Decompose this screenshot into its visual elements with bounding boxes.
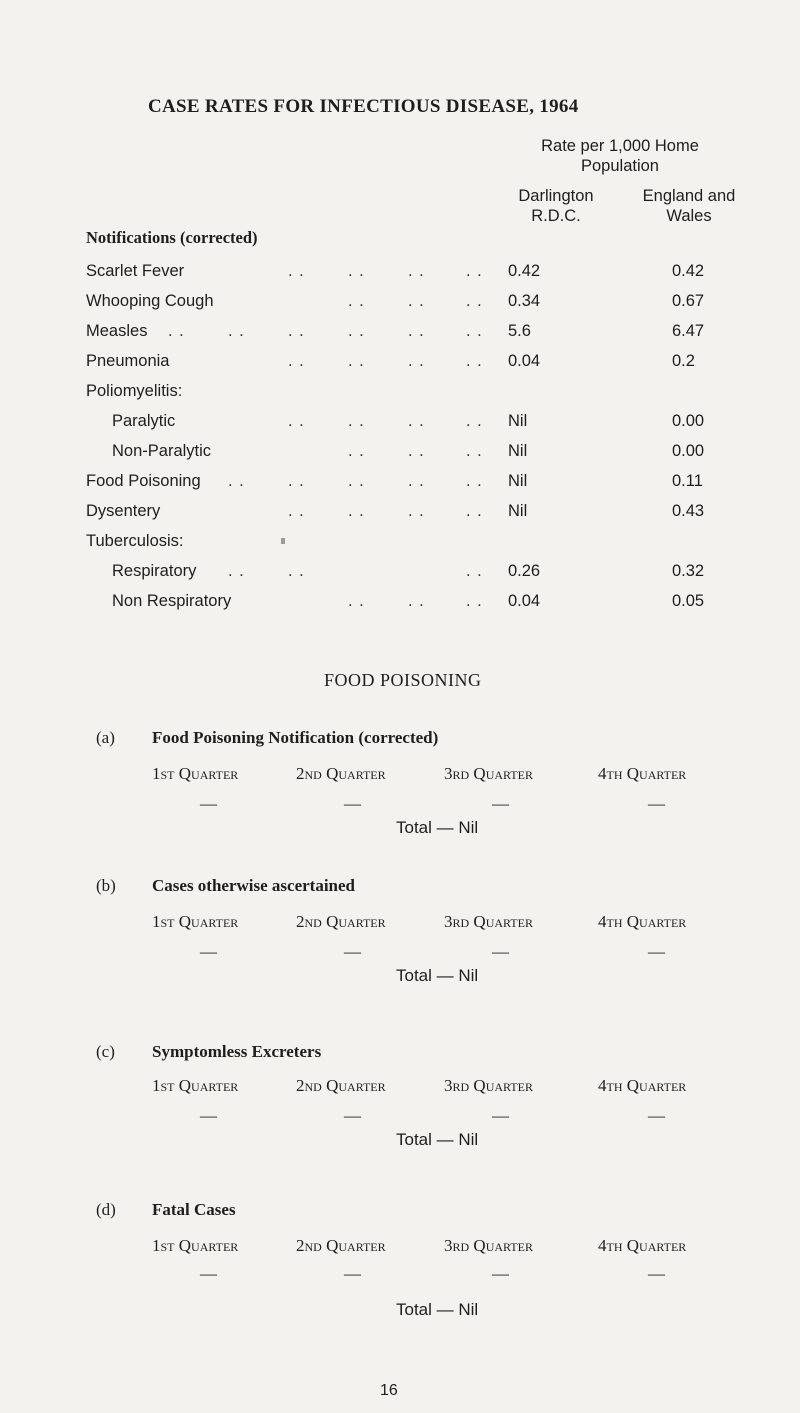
dot-leader: . .	[348, 592, 365, 610]
dot-leader: . .	[168, 322, 185, 340]
quarter-3-label: 3rd Quarter	[444, 1236, 533, 1255]
row-label: Food Poisoning	[86, 472, 201, 490]
england-value: 0.00	[672, 412, 705, 430]
food-poisoning-title: FOOD POISONING	[324, 670, 482, 690]
england-value: 0.00	[672, 442, 705, 460]
dot-leader: . .	[348, 292, 365, 310]
quarter-1-label: 1st Quarter	[152, 912, 239, 931]
quarter-4-value: —	[648, 794, 665, 813]
dot-leader: . .	[408, 352, 425, 370]
dot-leader: . .	[466, 352, 483, 370]
quarter-1-label: 1st Quarter	[152, 1076, 239, 1095]
england-col-header	[624, 186, 754, 226]
darlington-value: 0.42	[508, 262, 541, 280]
dot-leader: . .	[466, 262, 483, 280]
dot-leader: . .	[408, 472, 425, 490]
quarter-4-label: 4th Quarter	[598, 912, 687, 931]
dot-leader: . .	[288, 562, 305, 580]
quarter-4-value: —	[648, 1106, 665, 1125]
darlington-col-header	[493, 186, 619, 226]
darlington-value: 5.6	[508, 322, 531, 340]
dot-leader: . .	[348, 352, 365, 370]
dot-leader: . .	[288, 262, 305, 280]
dot-leader: . .	[466, 502, 483, 520]
dot-leader: . .	[408, 502, 425, 520]
dot-leader: . .	[466, 292, 483, 310]
dot-leader: . .	[466, 472, 483, 490]
dot-leader: . .	[408, 262, 425, 280]
dot-leader: . .	[408, 412, 425, 430]
row-group-label: Tuberculosis:	[86, 532, 184, 550]
dot-leader: . .	[408, 592, 425, 610]
dot-leader: . .	[348, 502, 365, 520]
quarter-1-value: —	[200, 942, 217, 961]
england-value: 0.42	[672, 262, 705, 280]
dot-leader: . .	[348, 442, 365, 460]
dot-leader: . .	[466, 442, 483, 460]
quarter-1-label: 1st Quarter	[152, 764, 239, 783]
quarter-2-label: 2nd Quarter	[296, 1236, 386, 1255]
dot-leader: . .	[408, 292, 425, 310]
notifications-header: Notifications (corrected)	[86, 228, 258, 247]
dot-leader: . .	[288, 322, 305, 340]
subsection-total: Total — Nil	[396, 966, 479, 985]
subsection-letter: (a)	[96, 728, 115, 747]
dot-leader: . .	[288, 502, 305, 520]
quarter-2-value: —	[344, 1264, 361, 1283]
subsection-heading: Cases otherwise ascertained	[152, 876, 356, 895]
darlington-value: 0.04	[508, 592, 541, 610]
dot-leader: . .	[288, 412, 305, 430]
darlington-col-header-line2: R.D.C.	[531, 207, 581, 225]
darlington-value: 0.26	[508, 562, 541, 580]
england-col-header-line1: England and	[642, 187, 736, 205]
england-value: 0.67	[672, 292, 705, 310]
darlington-col-header-line1: Darlington	[518, 187, 594, 205]
darlington-value: Nil	[508, 412, 528, 430]
rate-header-line2: Population	[581, 157, 659, 175]
print-speck	[281, 538, 285, 544]
dot-leader: . .	[466, 562, 483, 580]
darlington-value: Nil	[508, 502, 528, 520]
england-value: 0.2	[672, 352, 695, 370]
quarter-3-value: —	[492, 942, 509, 961]
row-label: Pneumonia	[86, 352, 170, 370]
dot-leader: . .	[228, 472, 245, 490]
dot-leader: . .	[288, 352, 305, 370]
quarter-2-value: —	[344, 794, 361, 813]
england-value: 6.47	[672, 322, 705, 340]
dot-leader: . .	[408, 322, 425, 340]
row-label: Measles	[86, 322, 148, 340]
dot-leader: . .	[466, 322, 483, 340]
quarter-3-value: —	[492, 1106, 509, 1125]
quarter-2-value: —	[344, 1106, 361, 1125]
subsection-heading: Food Poisoning Notification (corrected)	[152, 728, 439, 747]
quarter-4-value: —	[648, 942, 665, 961]
dot-leader: . .	[228, 322, 245, 340]
dot-leader: . .	[348, 322, 365, 340]
row-label: Non-Paralytic	[112, 442, 212, 460]
dot-leader: . .	[408, 442, 425, 460]
dot-leader: . .	[348, 262, 365, 280]
rate-header-line1: Rate per 1,000 Home	[541, 137, 699, 155]
row-label: Whooping Cough	[86, 292, 214, 310]
dot-leader: . .	[348, 472, 365, 490]
page-title: CASE RATES FOR INFECTIOUS DISEASE, 1964	[148, 96, 579, 117]
row-label: Non Respiratory	[112, 592, 232, 610]
dot-leader: . .	[348, 412, 365, 430]
quarter-2-label: 2nd Quarter	[296, 912, 386, 931]
subsection-letter: (d)	[96, 1200, 116, 1219]
dot-leader: . .	[228, 562, 245, 580]
quarter-1-value: —	[200, 1106, 217, 1125]
rate-header	[500, 136, 740, 176]
quarter-2-value: —	[344, 942, 361, 961]
dot-leader: . .	[466, 412, 483, 430]
england-value: 0.11	[672, 472, 703, 490]
row-group-label: Poliomyelitis:	[86, 382, 183, 400]
subsection-total: Total — Nil	[396, 1300, 479, 1319]
quarter-4-label: 4th Quarter	[598, 1076, 687, 1095]
darlington-value: 0.34	[508, 292, 541, 310]
quarter-3-label: 3rd Quarter	[444, 764, 533, 783]
row-label: Respiratory	[112, 562, 197, 580]
row-label: Scarlet Fever	[86, 262, 185, 280]
darlington-value: Nil	[508, 442, 528, 460]
dot-leader: . .	[466, 592, 483, 610]
quarter-3-value: —	[492, 1264, 509, 1283]
quarter-2-label: 2nd Quarter	[296, 1076, 386, 1095]
subsection-heading: Symptomless Excreters	[152, 1042, 322, 1061]
subsection-letter: (b)	[96, 876, 116, 895]
quarter-1-value: —	[200, 1264, 217, 1283]
row-label: Paralytic	[112, 412, 176, 430]
darlington-value: 0.04	[508, 352, 541, 370]
quarter-3-label: 3rd Quarter	[444, 1076, 533, 1095]
quarter-1-value: —	[200, 794, 217, 813]
quarter-1-label: 1st Quarter	[152, 1236, 239, 1255]
quarter-2-label: 2nd Quarter	[296, 764, 386, 783]
england-value: 0.32	[672, 562, 705, 580]
england-col-header-line2: Wales	[666, 207, 712, 225]
subsection-total: Total — Nil	[396, 1130, 479, 1149]
dot-leader: . .	[288, 472, 305, 490]
row-label: Dysentery	[86, 502, 161, 520]
quarter-4-label: 4th Quarter	[598, 764, 687, 783]
page-number: 16	[380, 1382, 398, 1399]
quarter-3-value: —	[492, 794, 509, 813]
subsection-heading: Fatal Cases	[152, 1200, 236, 1219]
england-value: 0.05	[672, 592, 705, 610]
subsection-letter: (c)	[96, 1042, 115, 1061]
darlington-value: Nil	[508, 472, 528, 490]
quarter-4-label: 4th Quarter	[598, 1236, 687, 1255]
subsection-total: Total — Nil	[396, 818, 479, 837]
quarter-3-label: 3rd Quarter	[444, 912, 533, 931]
quarter-4-value: —	[648, 1264, 665, 1283]
england-value: 0.43	[672, 502, 705, 520]
